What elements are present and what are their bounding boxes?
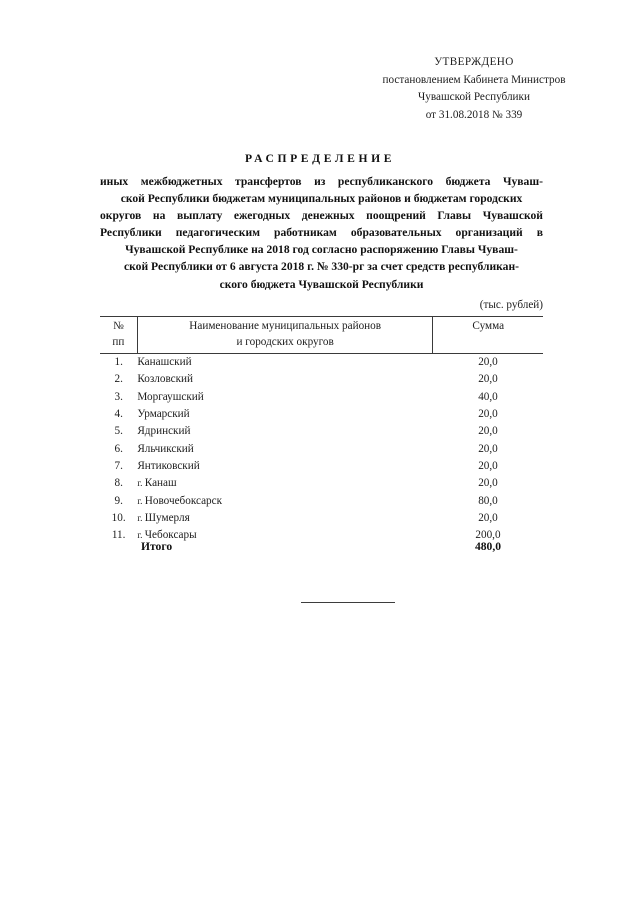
column-header-sum: Сумма bbox=[433, 317, 543, 354]
row-name-text: Янтиковский bbox=[137, 460, 200, 473]
row-sum: 200,0 bbox=[475, 529, 501, 542]
row-number: 1. bbox=[114, 356, 123, 368]
row-name bbox=[137, 406, 433, 423]
page-title: РАСПРЕДЕЛЕНИЕ bbox=[244, 152, 396, 165]
row-number: 10. bbox=[111, 512, 126, 525]
row-sum: 20,0 bbox=[478, 373, 498, 386]
distribution-table bbox=[100, 316, 543, 545]
row-name bbox=[137, 458, 433, 475]
row-name bbox=[137, 389, 433, 406]
row-name bbox=[137, 475, 433, 492]
row-sum: 20,0 bbox=[478, 425, 498, 438]
row-sum: 20,0 bbox=[478, 356, 498, 368]
table-row bbox=[100, 510, 543, 527]
row-name bbox=[137, 441, 433, 458]
row-sum: 20,0 bbox=[478, 408, 498, 421]
row-sum: 20,0 bbox=[478, 512, 498, 525]
row-name bbox=[137, 527, 433, 544]
column-header-name-line2: и городских округов bbox=[236, 335, 334, 348]
approval-line-republic: Чувашской Республики bbox=[418, 91, 530, 103]
column-header-number-symbol: № bbox=[113, 320, 124, 332]
column-header-name-line1: Наименование муниципальных районов bbox=[189, 320, 382, 332]
row-number: 11. bbox=[111, 529, 126, 542]
row-sum: 20,0 bbox=[478, 442, 498, 455]
approval-line-resolution: постановлением Кабинета Министров bbox=[382, 73, 566, 86]
row-number: 5. bbox=[114, 425, 123, 438]
approval-line-approved: УТВЕРЖДЕНО bbox=[434, 56, 514, 68]
row-number: 4. bbox=[114, 408, 123, 421]
title-line: Республики педагогическим работникам образовательных организаций в bbox=[100, 226, 543, 240]
row-number: 9. bbox=[114, 494, 123, 507]
footer-separator-rule bbox=[301, 602, 395, 603]
row-name bbox=[137, 423, 433, 440]
table-header-row bbox=[100, 317, 543, 354]
row-sum: 20,0 bbox=[478, 460, 498, 473]
city-prefix: г. bbox=[137, 496, 145, 507]
table-row bbox=[100, 458, 543, 475]
row-number: 6. bbox=[114, 442, 123, 455]
table-row bbox=[100, 371, 543, 388]
row-name bbox=[137, 354, 433, 372]
row-name bbox=[137, 510, 433, 527]
row-name-text: Канаш bbox=[144, 477, 177, 490]
row-name-text: Яльчикский bbox=[137, 442, 194, 455]
title-line: Чувашской Республике на 2018 год согласно распоряжению Главы Чуваш- bbox=[125, 243, 518, 257]
row-name-text: Козловский bbox=[137, 373, 194, 386]
table-row bbox=[100, 493, 543, 510]
row-sum: 40,0 bbox=[478, 390, 498, 403]
table-row bbox=[100, 475, 543, 492]
title-line: иных межбюджетных трансфертов из республиканского бюджета Чуваш- bbox=[100, 175, 543, 188]
row-number: 8. bbox=[114, 477, 123, 490]
row-name-text: Урмарский bbox=[137, 408, 190, 421]
row-name-text: Шумерля bbox=[144, 512, 190, 525]
table-body bbox=[100, 354, 543, 545]
row-name-text: Моргаушский bbox=[137, 390, 204, 403]
city-prefix: г. bbox=[137, 479, 145, 490]
column-header-number bbox=[100, 317, 137, 354]
totals-label: Итого bbox=[141, 540, 173, 553]
table-row bbox=[100, 389, 543, 406]
table-row bbox=[100, 423, 543, 440]
approval-line-date-number: от 31.08.2018 № 339 bbox=[425, 108, 523, 121]
row-sum: 20,0 bbox=[478, 477, 498, 490]
title-paragraph bbox=[100, 173, 543, 293]
row-number: 2. bbox=[114, 373, 123, 386]
row-name-text: Чебоксары bbox=[144, 529, 197, 542]
table-row bbox=[100, 354, 543, 372]
units-caption: (тыс. рублей) bbox=[479, 299, 543, 311]
totals-value: 480,0 bbox=[474, 540, 502, 553]
row-number: 7. bbox=[114, 460, 123, 473]
title-line: округов на выплату ежегодных денежных поощрений Главы Чувашской bbox=[100, 209, 543, 223]
title-line: ской Республики бюджетам муниципальных районов и бюджетам городских bbox=[120, 192, 523, 206]
city-prefix: г. bbox=[137, 514, 145, 525]
row-name bbox=[137, 493, 433, 510]
approval-block bbox=[352, 54, 596, 124]
column-header-number-pp: пп bbox=[112, 335, 125, 348]
table-row bbox=[100, 441, 543, 458]
city-prefix: г. bbox=[137, 531, 145, 542]
row-number: 3. bbox=[114, 390, 123, 403]
title-line: ской Республики от 6 августа 2018 г. № 330-рг за счет средств республикан- bbox=[123, 260, 520, 274]
column-header-name bbox=[137, 317, 433, 354]
row-name-text: Новочебоксарск bbox=[144, 494, 223, 507]
row-name bbox=[137, 371, 433, 388]
row-name-text: Ядринский bbox=[137, 425, 191, 438]
row-name-text: Канашский bbox=[137, 356, 192, 368]
table-row bbox=[100, 406, 543, 423]
title-line: ского бюджета Чувашской Республики bbox=[219, 277, 424, 291]
row-sum: 80,0 bbox=[478, 494, 498, 507]
